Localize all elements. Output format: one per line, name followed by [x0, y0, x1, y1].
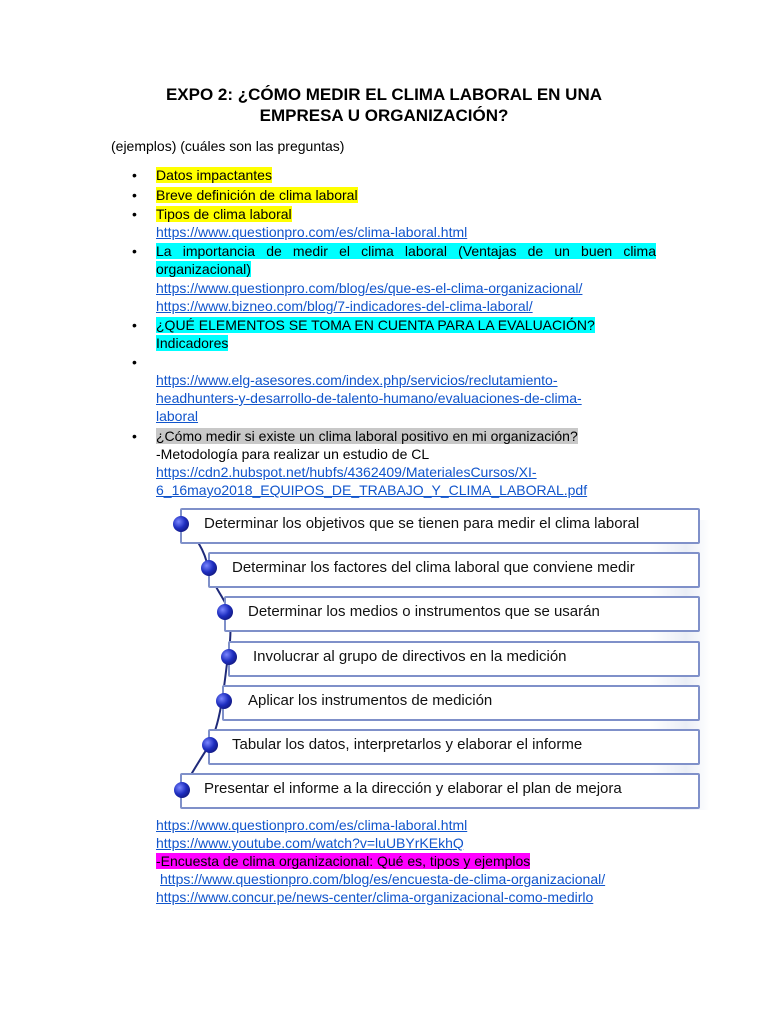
- bullet: •: [132, 187, 137, 203]
- step-label-6: Tabular los datos, interpretarlos y elaborar el informe: [232, 736, 583, 753]
- step-label-4: Involucrar al grupo de directivos en la medición: [253, 648, 567, 665]
- link-questionpro-clima-organizacional[interactable]: https://www.questionpro.com/blog/es/que-es-el-clima-organizacional/: [156, 280, 583, 296]
- bullet: •: [132, 354, 137, 370]
- metodologia-text: -Metodología para realizar un estudio de CL: [156, 446, 430, 462]
- page-title: [100, 84, 668, 126]
- link-questionpro-clima-laboral-2[interactable]: https://www.questionpro.com/es/clima-laboral.html: [156, 817, 468, 833]
- link-concur-clima[interactable]: https://www.concur.pe/news-center/clima-organizacional-como-medirlo: [156, 889, 594, 905]
- list-item-elementos: ¿QUÉ ELEMENTOS SE TOMA EN CUENTA PARA LA EVALUACIÓN?: [156, 317, 595, 333]
- list-item-definicion: Breve definición de clima laboral: [156, 187, 358, 203]
- link-youtube-video[interactable]: https://www.youtube.com/watch?v=luUBYrKEkhQ: [156, 835, 464, 851]
- bullet: •: [132, 243, 137, 259]
- link-elg-asesores-3[interactable]: laboral: [156, 408, 199, 424]
- step-label-7: Presentar el informe a la dirección y elaborar el plan de mejora: [204, 780, 622, 797]
- step-label-5: Aplicar los instrumentos de medición: [248, 692, 493, 709]
- list-item-importancia: La importancia de medir el clima laboral (Ventajas de un buen clima: [156, 243, 656, 259]
- bullet: •: [132, 428, 137, 444]
- link-hubspot-2[interactable]: 6_16mayo2018_EQUIPOS_DE_TRABAJO_Y_CLIMA_LABORAL.pdf: [156, 482, 588, 498]
- list-item-positivo: ¿Cómo medir si existe un clima laboral positivo en mi organización?: [156, 428, 578, 444]
- encuesta-heading: -Encuesta de clima organizacional: Qué es, tipos y ejemplos: [156, 853, 531, 869]
- step-dot-icon: [174, 782, 190, 798]
- bullet: •: [132, 167, 137, 183]
- step-dot-icon: [216, 693, 232, 709]
- bullet: •: [132, 206, 137, 222]
- step-label-2: Determinar los factores del clima laboral que conviene medir: [232, 559, 635, 576]
- link-bizneo-indicadores[interactable]: https://www.bizneo.com/blog/7-indicadores-del-clima-laboral/: [156, 298, 533, 314]
- step-label-3: Determinar los medios o instrumentos que se usarán: [248, 603, 600, 620]
- step-dot-icon: [217, 604, 233, 620]
- bullet: •: [132, 317, 137, 333]
- step-dot-icon: [201, 560, 217, 576]
- list-item-datos: Datos impactantes: [156, 167, 272, 183]
- step-dot-icon: [173, 516, 189, 532]
- list-item-importancia-cont: organizacional): [156, 261, 251, 277]
- link-hubspot-1[interactable]: https://cdn2.hubspot.net/hubfs/4362409/MaterialesCursos/XI-: [156, 464, 537, 480]
- link-elg-asesores-2[interactable]: headhunters-y-desarrollo-de-talento-humano/evaluaciones-de-clima-: [156, 390, 582, 406]
- link-elg-asesores-1[interactable]: https://www.elg-asesores.com/index.php/servicios/reclutamiento-: [156, 372, 558, 388]
- link-questionpro-clima-laboral[interactable]: https://www.questionpro.com/es/clima-laboral.html: [156, 224, 468, 240]
- title-line-1: EXPO 2: ¿CÓMO MEDIR EL CLIMA LABORAL EN UNA: [165, 85, 603, 104]
- step-dot-icon: [221, 649, 237, 665]
- title-line-2: EMPRESA U ORGANIZACIÓN?: [259, 106, 509, 125]
- step-label-1: Determinar los objetivos que se tienen para medir el clima laboral: [204, 515, 640, 532]
- subtitle: (ejemplos) (cuáles son las preguntas): [111, 138, 345, 154]
- list-item-tipos: Tipos de clima laboral: [156, 206, 292, 222]
- list-item-indicadores: Indicadores: [156, 335, 229, 351]
- link-questionpro-encuesta[interactable]: https://www.questionpro.com/blog/es/encuesta-de-clima-organizacional/: [160, 871, 606, 887]
- step-dot-icon: [202, 737, 218, 753]
